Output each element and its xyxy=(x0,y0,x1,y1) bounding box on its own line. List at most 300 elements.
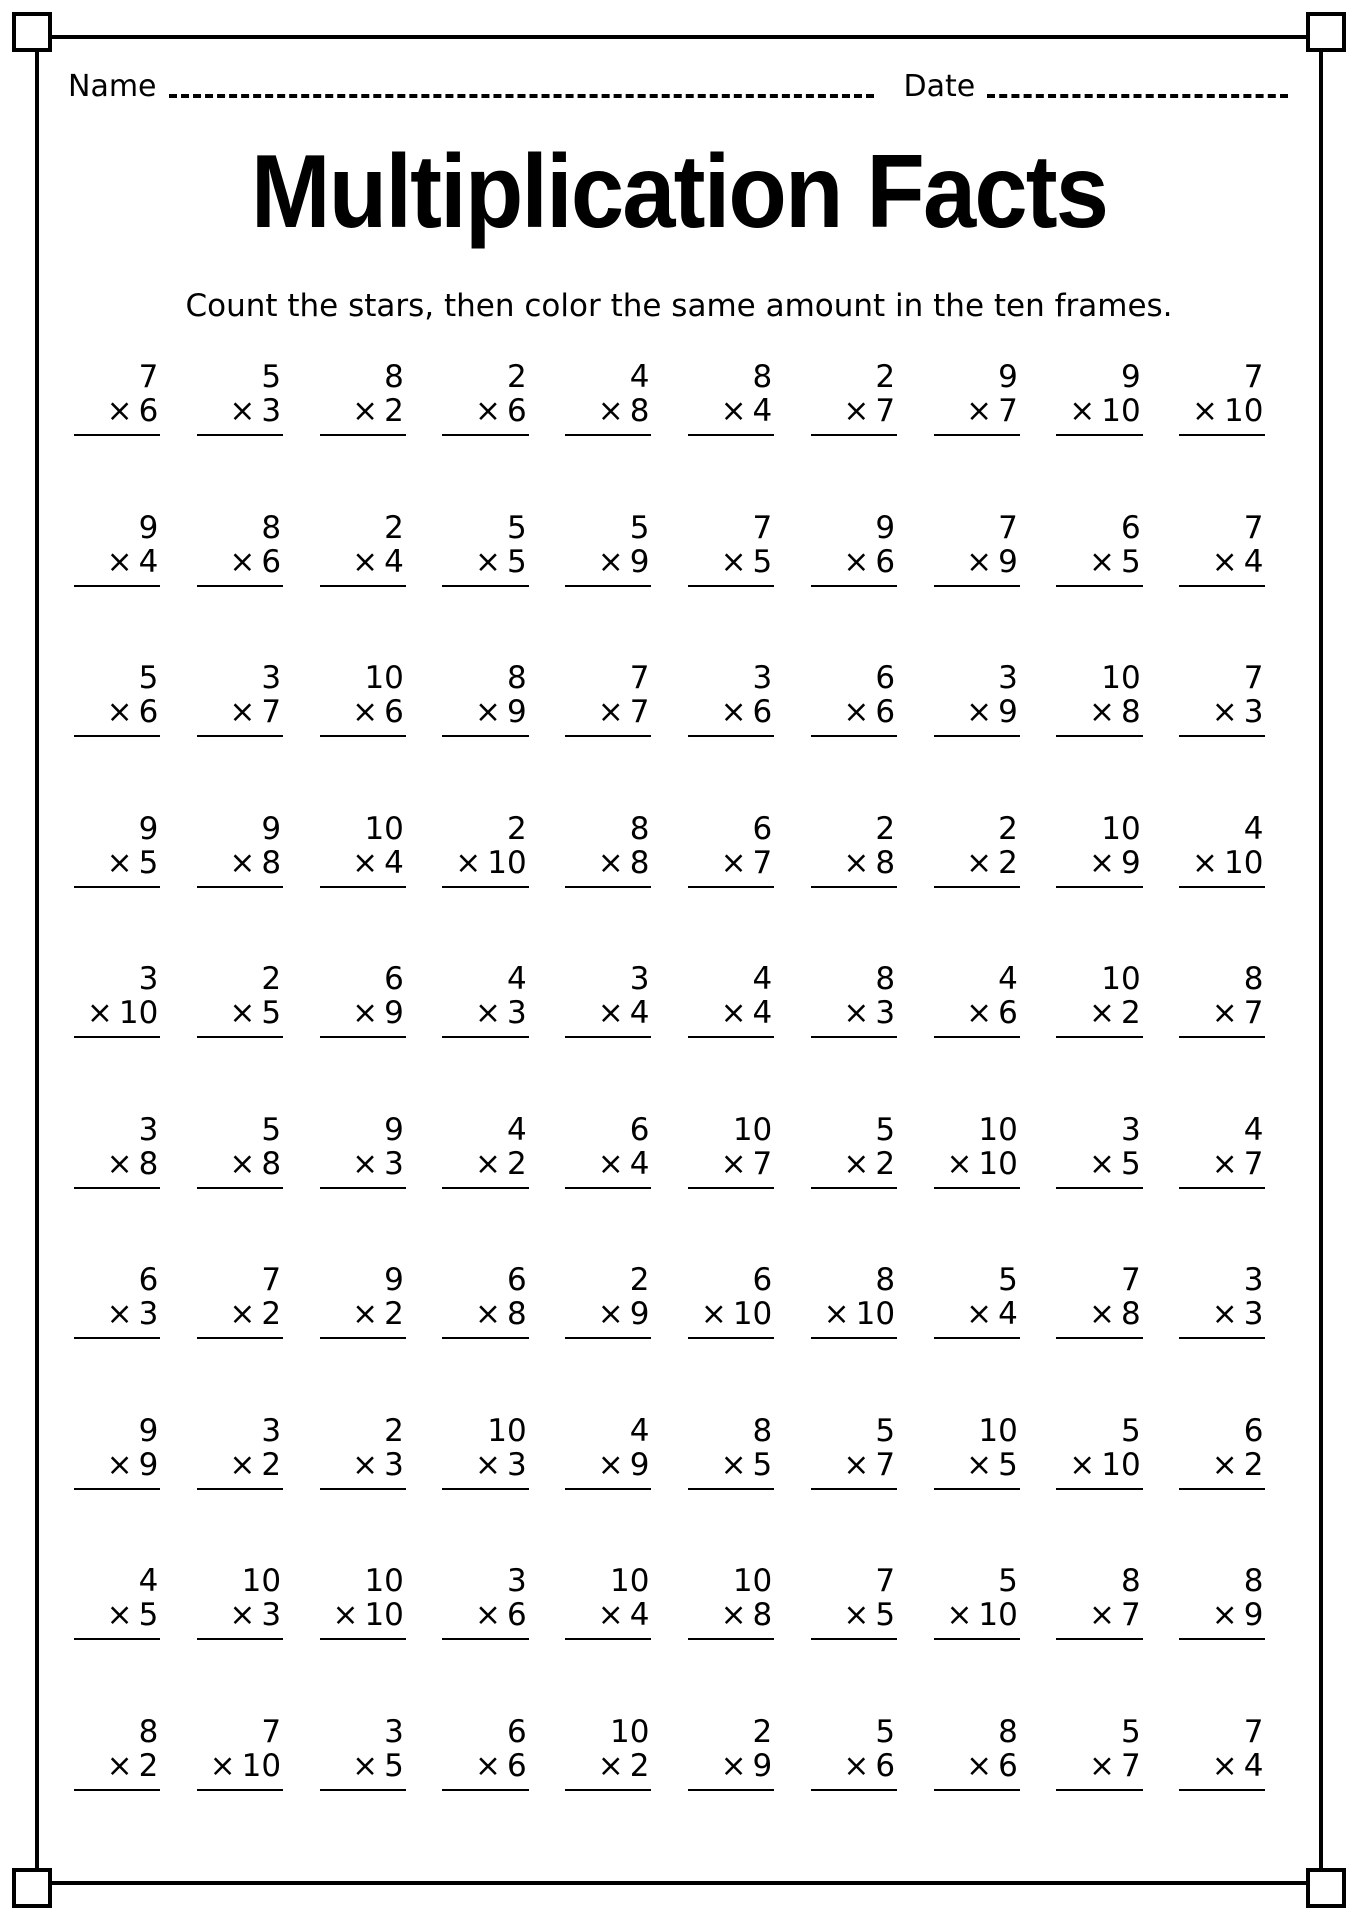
multiplier: 7 xyxy=(752,1145,773,1182)
multiplier-line xyxy=(197,394,283,436)
problem[interactable] xyxy=(1179,812,1265,963)
multiplier: 6 xyxy=(138,393,159,429)
multiplier: 6 xyxy=(261,543,282,580)
problem[interactable] xyxy=(934,1564,1020,1715)
multiplier-line xyxy=(1179,1448,1265,1490)
multiplicand: 10 xyxy=(610,1713,650,1750)
multiplicand: 7 xyxy=(875,1563,896,1599)
times-sign: × xyxy=(1211,1597,1238,1633)
times-sign: × xyxy=(229,844,256,881)
times-sign: × xyxy=(1088,844,1115,881)
multiplier: 3 xyxy=(1243,1296,1264,1332)
problem[interactable] xyxy=(197,511,283,662)
multiplicand: 10 xyxy=(1101,961,1141,997)
problem[interactable] xyxy=(934,1715,1020,1866)
times-sign: × xyxy=(843,844,870,881)
multiplicand: 6 xyxy=(384,961,404,997)
problem[interactable] xyxy=(197,1564,283,1715)
problem[interactable] xyxy=(1056,1263,1142,1414)
problem[interactable] xyxy=(811,1715,897,1866)
problem[interactable] xyxy=(442,661,528,812)
problem[interactable] xyxy=(442,1715,528,1866)
problem[interactable] xyxy=(934,661,1020,812)
multiplicand: 6 xyxy=(875,660,896,696)
multiplier-line xyxy=(811,1297,897,1339)
multiplier-line xyxy=(688,1598,774,1640)
multiplicand: 3 xyxy=(629,961,650,997)
problem[interactable] xyxy=(197,360,283,511)
problem[interactable] xyxy=(320,1113,406,1264)
multiplicand: 8 xyxy=(752,1412,773,1449)
problem[interactable] xyxy=(934,360,1020,511)
multiplicand: 5 xyxy=(875,1111,896,1148)
problem[interactable] xyxy=(320,1715,406,1866)
multiplier: 7 xyxy=(1243,1145,1264,1182)
multiplier: 10 xyxy=(855,1296,896,1332)
problem[interactable] xyxy=(1056,661,1142,812)
problem[interactable] xyxy=(811,1564,897,1715)
problem[interactable] xyxy=(565,1715,651,1866)
multiplicand: 5 xyxy=(1120,1412,1141,1449)
multiplier-line xyxy=(811,1598,897,1640)
times-sign: × xyxy=(352,995,379,1031)
times-sign: × xyxy=(946,1597,973,1633)
multiplier-line xyxy=(811,1749,897,1791)
multiplier: 5 xyxy=(261,995,282,1031)
problem[interactable] xyxy=(811,812,897,963)
multiplier-line xyxy=(320,545,406,587)
multiplier-line xyxy=(1179,545,1265,587)
times-sign: × xyxy=(597,1296,624,1332)
times-sign: × xyxy=(1192,393,1219,429)
multiplier-line xyxy=(688,545,774,587)
multiplicand: 3 xyxy=(138,1111,159,1148)
times-sign: × xyxy=(597,1597,624,1633)
multiplier-line xyxy=(688,996,774,1038)
multiplier-line xyxy=(74,695,160,737)
multiplier: 8 xyxy=(506,1296,527,1332)
times-sign: × xyxy=(597,694,624,730)
multiplier: 8 xyxy=(261,1145,282,1182)
multiplicand: 2 xyxy=(506,359,527,395)
problem[interactable] xyxy=(197,1414,283,1565)
times-sign: × xyxy=(106,1446,133,1483)
multiplier: 10 xyxy=(487,844,527,881)
problem[interactable] xyxy=(934,511,1020,662)
multiplier-line xyxy=(934,545,1020,587)
multiplier: 4 xyxy=(138,543,159,580)
multiplicand: 2 xyxy=(384,509,404,546)
problem[interactable] xyxy=(1179,661,1265,812)
problem[interactable] xyxy=(442,1414,528,1565)
problem[interactable] xyxy=(442,511,528,662)
multiplier-line xyxy=(934,394,1020,436)
multiplier: 2 xyxy=(138,1747,159,1784)
multiplier: 5 xyxy=(506,543,527,580)
multiplicand: 8 xyxy=(138,1713,159,1750)
problem[interactable] xyxy=(1179,1564,1265,1715)
problem[interactable] xyxy=(442,962,528,1113)
times-sign: × xyxy=(946,1145,973,1182)
multiplicand: 10 xyxy=(610,1563,650,1599)
multiplier: 6 xyxy=(138,694,159,730)
multiplicand: 3 xyxy=(1120,1111,1141,1148)
times-sign: × xyxy=(720,694,747,730)
multiplier-line xyxy=(565,394,651,436)
times-sign: × xyxy=(352,1296,379,1332)
times-sign: × xyxy=(843,543,870,580)
multiplicand: 4 xyxy=(998,961,1018,997)
multiplicand: 5 xyxy=(875,1713,896,1750)
times-sign: × xyxy=(843,1145,870,1182)
multiplicand: 9 xyxy=(138,810,159,847)
multiplier-line xyxy=(74,545,160,587)
multiplicand: 9 xyxy=(138,509,159,546)
multiplicand: 6 xyxy=(1243,1412,1264,1449)
multiplier-line xyxy=(1056,1147,1142,1189)
problem[interactable] xyxy=(442,1113,528,1264)
multiplier: 9 xyxy=(998,694,1018,730)
corner-decoration-bottom-left xyxy=(12,1868,52,1908)
problem[interactable] xyxy=(1056,1113,1142,1264)
problem[interactable] xyxy=(74,962,160,1113)
times-sign: × xyxy=(966,1747,993,1784)
problem[interactable] xyxy=(811,1414,897,1565)
multiplier: 9 xyxy=(1120,844,1141,881)
times-sign: × xyxy=(474,393,501,429)
problem[interactable] xyxy=(1179,1715,1265,1866)
problem[interactable] xyxy=(811,661,897,812)
multiplier-line xyxy=(811,394,897,436)
problem[interactable] xyxy=(565,360,651,511)
multiplier: 10 xyxy=(978,1145,1018,1182)
multiplier-line xyxy=(1179,1749,1265,1791)
multiplier: 8 xyxy=(875,844,896,881)
problem[interactable] xyxy=(565,1414,651,1565)
problem-grid xyxy=(70,360,1298,1865)
date-field[interactable] xyxy=(987,68,1288,98)
problem[interactable] xyxy=(688,661,774,812)
problem[interactable] xyxy=(320,661,406,812)
multiplicand: 7 xyxy=(1243,359,1264,395)
problem[interactable] xyxy=(74,1263,160,1414)
problem[interactable] xyxy=(74,1715,160,1866)
multiplier: 9 xyxy=(752,1747,773,1784)
multiplier-line xyxy=(1179,1147,1265,1189)
times-sign: × xyxy=(1088,1747,1115,1784)
multiplier: 8 xyxy=(1120,694,1141,730)
multiplier-line xyxy=(442,1448,528,1490)
problem[interactable] xyxy=(1056,962,1142,1113)
times-sign: × xyxy=(455,844,482,881)
multiplier: 4 xyxy=(629,995,650,1031)
multiplier: 9 xyxy=(629,543,650,580)
multiplier: 2 xyxy=(384,1296,404,1332)
multiplier: 8 xyxy=(629,844,650,881)
multiplier-line xyxy=(565,1448,651,1490)
times-sign: × xyxy=(1211,1145,1238,1182)
problem[interactable] xyxy=(442,360,528,511)
problem[interactable] xyxy=(934,1263,1020,1414)
problem[interactable] xyxy=(688,1263,774,1414)
multiplier-line xyxy=(197,1448,283,1490)
problem[interactable] xyxy=(811,360,897,511)
multiplicand: 2 xyxy=(384,1412,404,1449)
multiplier-line xyxy=(442,695,528,737)
problem-row xyxy=(70,661,1298,812)
problem[interactable] xyxy=(688,1715,774,1866)
problem[interactable] xyxy=(320,812,406,963)
multiplicand: 7 xyxy=(1120,1262,1141,1298)
multiplier: 6 xyxy=(998,1747,1018,1784)
problem[interactable] xyxy=(74,1113,160,1264)
multiplier: 2 xyxy=(998,844,1018,881)
multiplier: 10 xyxy=(1224,393,1264,429)
problem[interactable] xyxy=(934,962,1020,1113)
multiplier-line xyxy=(197,1749,283,1791)
multiplicand: 5 xyxy=(261,1111,282,1148)
multiplier-line xyxy=(934,1749,1020,1791)
problem[interactable] xyxy=(197,962,283,1113)
problem[interactable] xyxy=(197,1263,283,1414)
multiplier-line xyxy=(320,1297,406,1339)
times-sign: × xyxy=(86,995,113,1031)
problem[interactable] xyxy=(934,812,1020,963)
multiplicand: 6 xyxy=(629,1111,650,1148)
problem[interactable] xyxy=(320,962,406,1113)
multiplicand: 5 xyxy=(998,1563,1018,1599)
multiplier-line xyxy=(1056,545,1142,587)
problem[interactable] xyxy=(565,511,651,662)
multiplier-line xyxy=(1179,846,1265,888)
problem[interactable] xyxy=(74,360,160,511)
problem[interactable] xyxy=(565,661,651,812)
multiplier-line xyxy=(320,846,406,888)
multiplier-line xyxy=(1056,846,1142,888)
problem[interactable] xyxy=(320,1263,406,1414)
problem[interactable] xyxy=(811,511,897,662)
multiplicand: 2 xyxy=(752,1713,773,1750)
multiplicand: 4 xyxy=(1243,810,1264,847)
problem[interactable] xyxy=(197,1113,283,1264)
multiplier-line xyxy=(1056,996,1142,1038)
multiplicand: 6 xyxy=(752,810,773,847)
problem[interactable] xyxy=(442,812,528,963)
multiplier-line xyxy=(197,996,283,1038)
problem[interactable] xyxy=(811,1113,897,1264)
multiplier-line xyxy=(688,1448,774,1490)
problem[interactable] xyxy=(1056,812,1142,963)
multiplicand: 3 xyxy=(998,660,1018,696)
multiplier: 8 xyxy=(261,844,282,881)
multiplier-line xyxy=(197,695,283,737)
problem[interactable] xyxy=(1056,1414,1142,1565)
times-sign: × xyxy=(352,543,379,580)
problem[interactable] xyxy=(74,1414,160,1565)
multiplier: 5 xyxy=(1120,1145,1141,1182)
times-sign: × xyxy=(720,1446,747,1483)
multiplier: 4 xyxy=(384,844,404,881)
multiplier: 4 xyxy=(629,1597,650,1633)
multiplier-line xyxy=(688,394,774,436)
times-sign: × xyxy=(843,1597,870,1633)
times-sign: × xyxy=(720,543,747,580)
problem[interactable] xyxy=(1179,1263,1265,1414)
problem[interactable] xyxy=(320,511,406,662)
problem[interactable] xyxy=(688,962,774,1113)
multiplier-line xyxy=(565,545,651,587)
multiplicand: 10 xyxy=(1101,810,1141,847)
multiplier-line xyxy=(565,1147,651,1189)
times-sign: × xyxy=(229,393,256,429)
multiplier: 10 xyxy=(978,1597,1018,1633)
multiplier: 5 xyxy=(998,1446,1018,1483)
problem[interactable] xyxy=(74,661,160,812)
problem[interactable] xyxy=(934,1113,1020,1264)
times-sign: × xyxy=(1088,543,1115,580)
problem[interactable] xyxy=(442,1564,528,1715)
multiplier-line xyxy=(688,1147,774,1189)
problem[interactable] xyxy=(74,812,160,963)
times-sign: × xyxy=(966,393,993,429)
problem[interactable] xyxy=(565,812,651,963)
multiplicand: 2 xyxy=(998,810,1018,847)
times-sign: × xyxy=(966,1296,993,1332)
problem[interactable] xyxy=(688,1113,774,1264)
multiplier: 9 xyxy=(506,694,527,730)
multiplier: 4 xyxy=(384,543,404,580)
name-field[interactable] xyxy=(169,68,874,98)
multiplier-line xyxy=(320,996,406,1038)
times-sign: × xyxy=(843,694,870,730)
problem[interactable] xyxy=(811,962,897,1113)
problem[interactable] xyxy=(1179,1113,1265,1264)
multiplier: 7 xyxy=(875,393,896,429)
multiplicand: 3 xyxy=(261,1412,282,1449)
multiplier: 3 xyxy=(261,1597,282,1633)
multiplier-line xyxy=(197,1598,283,1640)
multiplier: 10 xyxy=(241,1747,282,1784)
multiplier: 3 xyxy=(384,1145,404,1182)
corner-decoration-bottom-right xyxy=(1306,1868,1346,1908)
times-sign: × xyxy=(352,844,379,881)
times-sign: × xyxy=(229,1597,256,1633)
times-sign: × xyxy=(106,393,133,429)
multiplicand: 2 xyxy=(261,961,282,997)
multiplicand: 8 xyxy=(506,660,527,696)
problem[interactable] xyxy=(934,1414,1020,1565)
times-sign: × xyxy=(106,694,133,730)
problem[interactable] xyxy=(565,1263,651,1414)
multiplicand: 9 xyxy=(138,1412,159,1449)
multiplicand: 6 xyxy=(752,1262,773,1298)
problem[interactable] xyxy=(565,1113,651,1264)
multiplicand: 7 xyxy=(261,1262,282,1298)
problem[interactable] xyxy=(688,1414,774,1565)
problem[interactable] xyxy=(1179,1414,1265,1565)
times-sign: × xyxy=(1069,1446,1096,1483)
multiplier: 8 xyxy=(752,1597,773,1633)
problem[interactable] xyxy=(688,360,774,511)
problem[interactable] xyxy=(688,511,774,662)
multiplicand: 4 xyxy=(1243,1111,1264,1148)
times-sign: × xyxy=(332,1597,359,1633)
multiplicand: 6 xyxy=(506,1713,527,1750)
multiplier-line xyxy=(320,1448,406,1490)
times-sign: × xyxy=(106,1296,133,1332)
multiplier: 7 xyxy=(998,393,1018,429)
multiplicand: 3 xyxy=(261,660,282,696)
corner-decoration-top-right xyxy=(1306,12,1346,52)
multiplier: 4 xyxy=(629,1145,650,1182)
problem[interactable] xyxy=(1179,360,1265,511)
multiplier-line xyxy=(811,545,897,587)
multiplier-line xyxy=(934,846,1020,888)
problem[interactable] xyxy=(74,511,160,662)
problem[interactable] xyxy=(197,661,283,812)
times-sign: × xyxy=(843,1747,870,1784)
multiplier-line xyxy=(320,394,406,436)
multiplicand: 4 xyxy=(506,961,527,997)
problem-row xyxy=(70,511,1298,662)
multiplicand: 10 xyxy=(978,1412,1018,1449)
multiplicand: 8 xyxy=(752,359,773,395)
multiplier: 10 xyxy=(118,995,159,1031)
multiplier: 2 xyxy=(384,393,404,429)
page-title: Multiplication Facts xyxy=(250,134,1108,250)
problem[interactable] xyxy=(1179,962,1265,1113)
times-sign: × xyxy=(352,1747,379,1784)
problem[interactable] xyxy=(1056,1564,1142,1715)
multiplier: 4 xyxy=(1243,1747,1264,1784)
multiplicand: 2 xyxy=(875,359,896,395)
multiplier-line xyxy=(1056,695,1142,737)
problem[interactable] xyxy=(688,812,774,963)
problem[interactable] xyxy=(565,1564,651,1715)
problem[interactable] xyxy=(320,1564,406,1715)
multiplier: 2 xyxy=(261,1446,282,1483)
problem[interactable] xyxy=(1179,511,1265,662)
times-sign: × xyxy=(352,1145,379,1182)
problem[interactable] xyxy=(565,962,651,1113)
times-sign: × xyxy=(1088,694,1115,730)
problem[interactable] xyxy=(1056,1715,1142,1866)
times-sign: × xyxy=(352,694,379,730)
problem[interactable] xyxy=(74,1564,160,1715)
multiplicand: 7 xyxy=(1243,1713,1264,1750)
problem[interactable] xyxy=(320,1414,406,1565)
times-sign: × xyxy=(1069,393,1096,429)
problem[interactable] xyxy=(1056,511,1142,662)
problem[interactable] xyxy=(688,1564,774,1715)
multiplicand: 5 xyxy=(1120,1713,1141,1750)
problem[interactable] xyxy=(1056,360,1142,511)
multiplicand: 5 xyxy=(998,1262,1018,1298)
problem[interactable] xyxy=(197,812,283,963)
multiplier-line xyxy=(1056,1598,1142,1640)
problem[interactable] xyxy=(320,360,406,511)
problem[interactable] xyxy=(442,1263,528,1414)
times-sign: × xyxy=(352,1446,379,1483)
problem[interactable] xyxy=(197,1715,283,1866)
problem[interactable] xyxy=(811,1263,897,1414)
multiplicand: 8 xyxy=(998,1713,1018,1750)
multiplier-line xyxy=(1179,996,1265,1038)
times-sign: × xyxy=(209,1747,236,1784)
multiplier-line xyxy=(74,846,160,888)
multiplier-line xyxy=(934,1297,1020,1339)
multiplier: 9 xyxy=(998,543,1018,580)
